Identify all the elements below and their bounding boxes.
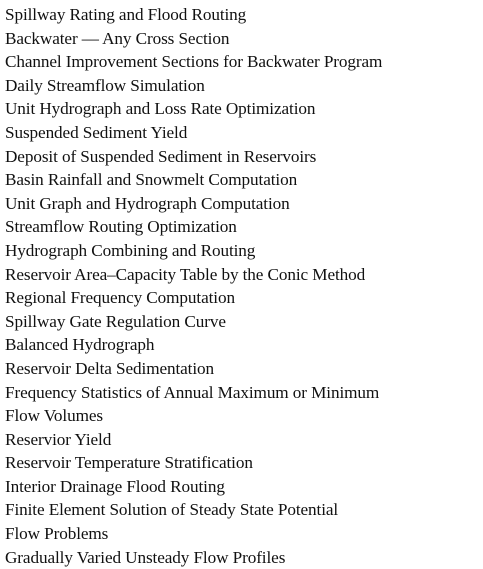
list-item: Regional Frequency Computation: [5, 288, 235, 308]
list-item: Reservoir Delta Sedimentation: [5, 358, 215, 378]
list-item: Basin Rainfall and Snowmelt Computation: [5, 170, 298, 190]
list-item: Unit Graph and Hydrograph Computation: [5, 193, 290, 213]
list-item: Channel Improvement Sections for Backwater Program: [5, 52, 383, 72]
list-item: Hydrograph Combining and Routing: [5, 240, 256, 260]
list-item: Spillway Gate Regulation Curve: [5, 311, 226, 331]
list-item: Reservoir Area–Capacity Table by the Conic Method: [5, 264, 366, 284]
list-item: Interior Drainage Flood Routing: [5, 476, 225, 496]
list-item: Balanced Hydrograph: [5, 335, 155, 355]
list-item: Unit Hydrograph and Loss Rate Optimization: [5, 99, 316, 119]
list-item: Flow Problems: [5, 524, 109, 544]
program-list: [5, 3, 481, 569]
list-item: Frequency Statistics of Annual Maximum or Minimum: [5, 382, 380, 402]
list-item: Suspended Sediment Yield: [5, 122, 188, 142]
list-item: Gradually Varied Unsteady Flow Profiles: [5, 547, 286, 567]
list-item: Backwater — Any Cross Section: [5, 28, 230, 48]
list-item: Finite Element Solution of Steady State Potential: [5, 500, 339, 520]
list-item: Daily Streamflow Simulation: [5, 75, 205, 95]
list-item: Deposit of Suspended Sediment in Reservoirs: [5, 146, 317, 166]
list-item: Flow Volumes: [5, 406, 103, 426]
list-item: Streamflow Routing Optimization: [5, 217, 237, 237]
list-item: Reservior Yield: [5, 429, 112, 449]
list-item: Reservoir Temperature Stratification: [5, 453, 253, 473]
list-item: Spillway Rating and Flood Routing: [5, 5, 247, 24]
